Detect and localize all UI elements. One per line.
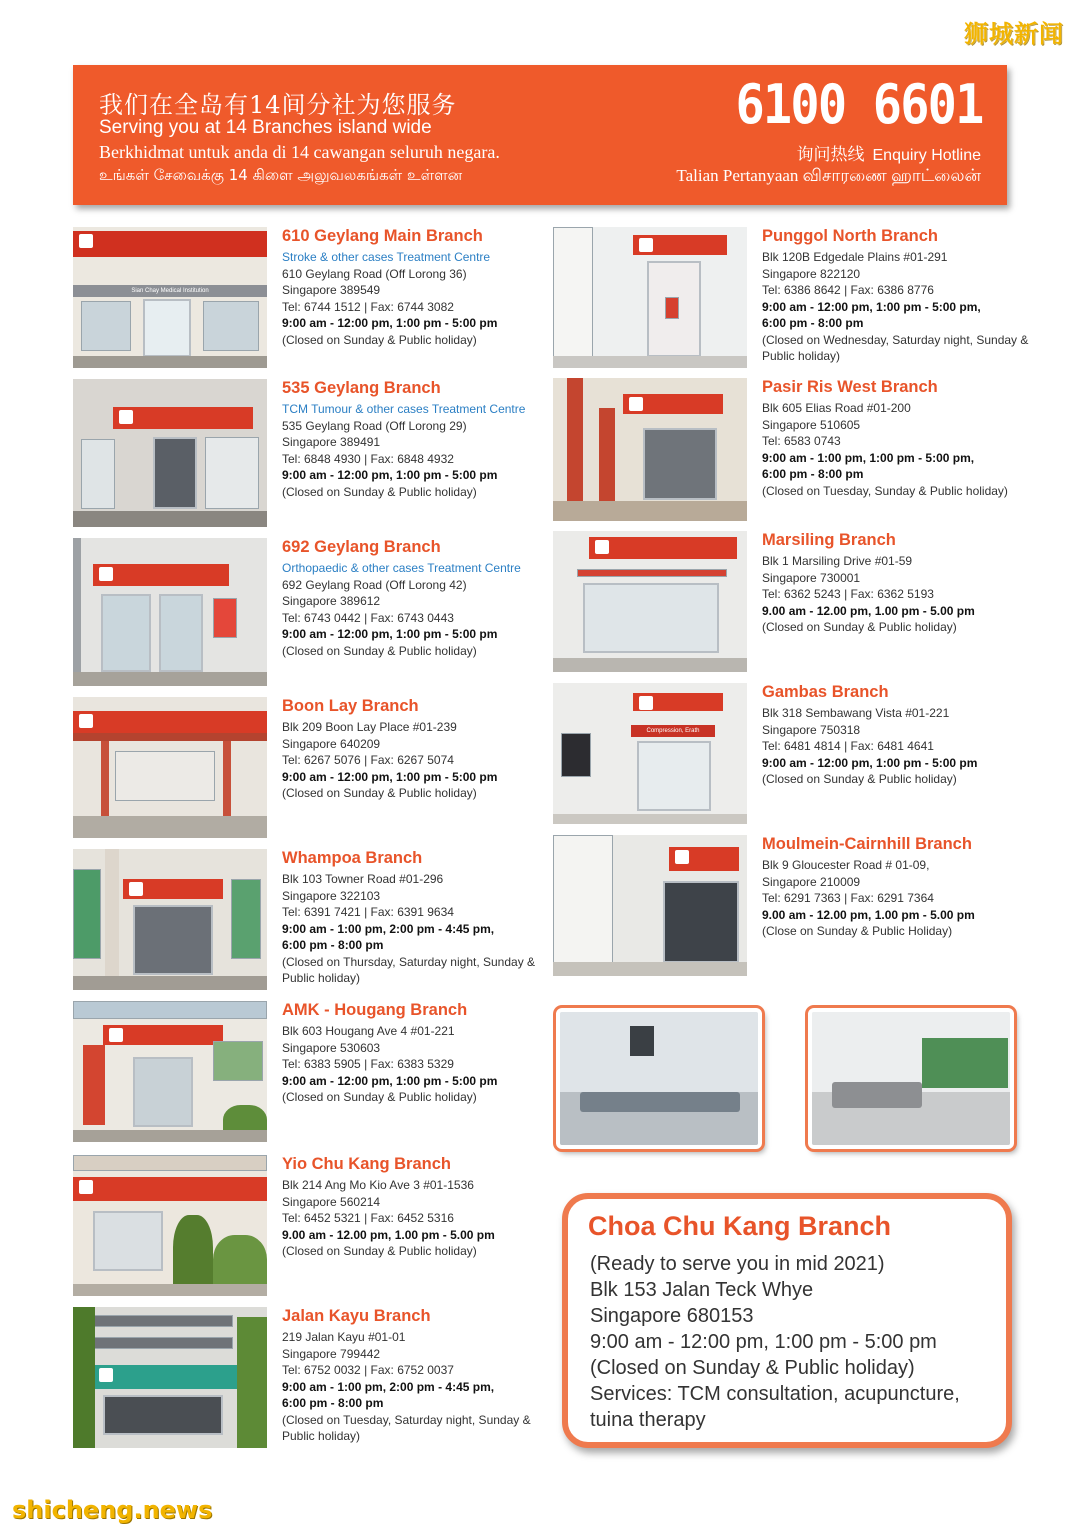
hotline-label-ms-ta: Talian Pertanyaan விசாரணை ஹாட்லைன் [676, 166, 981, 185]
branch-address: 219 Jalan Kayu #01-01 [282, 1330, 406, 1344]
choa-chu-kang-branch-card [562, 1193, 1012, 1448]
branch-hours-evening: 6:00 pm - 8:00 pm [762, 316, 864, 330]
watermark-bottom: shicheng.news [12, 1496, 213, 1524]
branch-contact: Tel: 6744 1512 | Fax: 6744 3082 [282, 299, 454, 314]
branch-contact: Tel: 6383 5905 | Fax: 6383 5329 [282, 1057, 454, 1071]
branch-photo [73, 1001, 267, 1142]
branch-info [762, 227, 1032, 365]
branch-closed: (Closed on Wednesday, Saturday night, Sunday & Public holiday) [762, 332, 1029, 363]
banner-malay-text: Berkhidmat untuk anda di 14 cawangan seluruh negara. [99, 142, 500, 162]
branch-name: Yio Chu Kang Branch [282, 1155, 451, 1173]
branch-name: Gambas Branch [762, 683, 889, 701]
branch-info [762, 683, 1032, 788]
branch-postal: Singapore 389612 [282, 594, 381, 608]
branch-contact: Tel: 6481 4814 | Fax: 6481 4641 [762, 739, 934, 753]
branch-contact: Tel: 6291 7363 | Fax: 6291 7364 [762, 891, 934, 905]
branch-closed: (Close on Sunday & Public Holiday) [762, 924, 953, 938]
hotline-label-zh: 询问热线 [796, 145, 865, 165]
photo-sign-text: Sian Chay Medical Institution [73, 285, 267, 297]
branch-address: Blk 103 Towner Road #01-296 [282, 872, 444, 886]
branch-hours: 9:00 am - 12:00 pm, 1:00 pm - 5:00 pm [282, 627, 498, 641]
branch-hours: 9:00 am - 12:00 pm, 1:00 pm - 5:00 pm [762, 755, 978, 770]
branch-photo [73, 697, 267, 838]
branch-info [282, 379, 552, 500]
branch-photo [553, 531, 747, 672]
branch-info [282, 849, 552, 987]
clinic-interior-photo [556, 1008, 762, 1149]
branch-closed: (Closed on Tuesday, Sunday & Public holiday) [762, 483, 1008, 498]
branch-closed: (Closed on Thursday, Saturday night, Sunday & Public holiday) [282, 954, 536, 985]
branch-postal: Singapore 750318 [762, 722, 861, 737]
branch-closed: (Closed on Sunday & Public holiday) [282, 1244, 477, 1258]
branch-hours: 9:00 am - 1:00 pm, 2:00 pm - 4:45 pm, [282, 1379, 495, 1394]
branch-contact: Tel: 6391 7421 | Fax: 6391 9634 [282, 905, 454, 919]
branch-info [282, 697, 552, 802]
branch-hours: 9:00 am - 1:00 pm, 1:00 pm - 5:00 pm, [762, 450, 975, 465]
hotline-number[interactable]: 6100 6601 [735, 73, 983, 136]
branch-photo [73, 227, 267, 368]
branch-address: Blk 1 Marsiling Drive #01-59 [762, 554, 913, 568]
branch-name: Pasir Ris West Branch [762, 378, 938, 396]
banner-chinese-text: 我们在全岛有14间分社为您服务 [99, 91, 457, 119]
branch-postal: Singapore 799442 [282, 1346, 381, 1361]
branch-name: Boon Lay Branch [282, 697, 419, 715]
branch-address: Blk 605 Elias Road #01-200 [762, 401, 911, 415]
cck-line: Singapore 680153 [590, 1305, 754, 1327]
cck-line: tuina therapy [590, 1409, 706, 1431]
branch-address: Blk 318 Sembawang Vista #01-221 [762, 706, 950, 720]
cck-title: Choa Chu Kang Branch [588, 1211, 892, 1241]
hotline-label [797, 140, 982, 165]
cck-line: Blk 153 Jalan Teck Whye [590, 1279, 814, 1301]
banner-english-text: Serving you at 14 Branches island wide [99, 117, 432, 138]
branch-closed: (Closed on Sunday & Public holiday) [762, 620, 957, 634]
branch-name: Moulmein-Cairnhill Branch [762, 835, 972, 853]
branch-contact: Tel: 6452 5321 | Fax: 6452 5316 [282, 1211, 454, 1225]
branch-info [282, 1155, 552, 1260]
branch-info [282, 538, 552, 659]
branch-closed: (Closed on Sunday & Public holiday) [282, 786, 477, 800]
branch-postal: Singapore 530603 [282, 1040, 381, 1055]
branch-name: Punggol North Branch [762, 227, 938, 245]
branch-closed: (Closed on Sunday & Public holiday) [762, 772, 957, 786]
branch-address: 535 Geylang Road (Off Lorong 29) [282, 418, 467, 433]
cck-line: Services: TCM consultation, acupuncture, [590, 1383, 960, 1405]
branch-info [762, 378, 1032, 499]
branch-info [762, 531, 1032, 636]
branch-name: 610 Geylang Main Branch [282, 227, 483, 245]
branch-name: AMK - Hougang Branch [282, 1001, 468, 1019]
branch-contact: Tel: 6848 4930 | Fax: 6848 4932 [282, 451, 454, 466]
branch-hours: 9:00 am - 12:00 pm, 1:00 pm - 5:00 pm [282, 1073, 498, 1088]
branch-postal: Singapore 210009 [762, 874, 861, 889]
branch-closed: (Closed on Sunday & Public holiday) [282, 643, 477, 658]
branch-photo [73, 379, 267, 527]
branch-postal: Singapore 640209 [282, 736, 381, 751]
photo-door-sign: Compression, Erath [631, 725, 715, 737]
branch-address: Blk 120B Edgedale Plains #01-291 [762, 250, 948, 264]
branch-closed: (Closed on Tuesday, Saturday night, Sunday & Public holiday) [282, 1412, 531, 1443]
branch-info [282, 227, 552, 348]
cck-line: (Ready to serve you in mid 2021) [590, 1253, 885, 1275]
branch-photo [73, 538, 267, 686]
branch-hours-evening: 6:00 pm - 8:00 pm [282, 1396, 384, 1410]
cck-details [590, 1251, 960, 1433]
branch-address: 610 Geylang Road (Off Lorong 36) [282, 266, 467, 281]
branch-address: Blk 214 Ang Mo Kio Ave 3 #01-1536 [282, 1178, 474, 1192]
branch-name: 692 Geylang Branch [282, 538, 441, 556]
branch-contact: Tel: 6362 5243 | Fax: 6362 5193 [762, 587, 934, 601]
cck-line: (Closed on Sunday & Public holiday) [590, 1357, 915, 1379]
branch-name: Marsiling Branch [762, 531, 896, 549]
branch-postal: Singapore 389549 [282, 283, 381, 297]
branch-hours: 9:00 am - 12:00 pm, 1:00 pm - 5:00 pm, [762, 299, 981, 314]
watermark-top: 狮城新闻 [964, 20, 1064, 48]
branch-postal: Singapore 560214 [282, 1194, 381, 1209]
branch-name: 535 Geylang Branch [282, 379, 441, 397]
branch-address: Blk 603 Hougang Ave 4 #01-221 [282, 1024, 455, 1038]
branch-info [282, 1001, 552, 1106]
branch-address: Blk 9 Gloucester Road # 01-09, [762, 858, 930, 872]
hotline-label-en: Enquiry Hotline [872, 147, 981, 164]
branch-hours: 9:00 am - 1:00 pm, 2:00 pm - 4:45 pm, [282, 921, 495, 936]
branch-photo [73, 849, 267, 990]
branch-photo [73, 1307, 267, 1448]
branch-photo [553, 378, 747, 521]
banner-tamil-text: உங்கள் சேவைக்கு 14 கிளை அலுவலகங்கள் உள்ளன [99, 166, 463, 184]
branch-hours: 9:00 am - 12:00 pm, 1:00 pm - 5:00 pm [282, 316, 498, 330]
branch-hours: 9:00 am - 12:00 pm, 1:00 pm - 5:00 pm [282, 769, 498, 784]
branch-name: Whampoa Branch [282, 849, 423, 867]
branch-service: Stroke & other cases Treatment Centre [282, 250, 491, 264]
branch-closed: (Closed on Sunday & Public holiday) [282, 1090, 477, 1104]
branch-closed: (Closed on Sunday & Public holiday) [282, 484, 477, 499]
branch-postal: Singapore 510605 [762, 417, 861, 432]
branch-contact: Tel: 6743 0442 | Fax: 6743 0443 [282, 610, 454, 625]
branch-info [282, 1307, 552, 1445]
branch-service: Orthopaedic & other cases Treatment Centre [282, 561, 521, 575]
clinic-interior-photo [808, 1008, 1014, 1149]
header-banner [73, 65, 1007, 205]
branch-postal: Singapore 389491 [282, 435, 381, 449]
branch-hours: 9.00 am - 12.00 pm, 1.00 pm - 5.00 pm [762, 603, 975, 618]
branch-postal: Singapore 730001 [762, 570, 861, 585]
cck-line: 9:00 am - 12:00 pm, 1:00 pm - 5:00 pm [590, 1331, 937, 1353]
branch-address: 692 Geylang Road (Off Lorong 42) [282, 577, 467, 592]
branch-hours-evening: 6:00 pm - 8:00 pm [762, 467, 864, 481]
branch-postal: Singapore 322103 [282, 888, 381, 903]
branch-name: Jalan Kayu Branch [282, 1307, 431, 1325]
branch-contact: Tel: 6583 0743 [762, 434, 841, 448]
branch-service: TCM Tumour & other cases Treatment Centre [282, 402, 526, 416]
branch-postal: Singapore 822120 [762, 266, 861, 281]
branch-address: Blk 209 Boon Lay Place #01-239 [282, 720, 457, 734]
branch-photo [73, 1155, 267, 1296]
branch-hours: 9:00 am - 12:00 pm, 1:00 pm - 5:00 pm [282, 468, 498, 482]
branch-photo [553, 227, 747, 368]
branch-contact: Tel: 6752 0032 | Fax: 6752 0037 [282, 1363, 454, 1377]
branch-hours-evening: 6:00 pm - 8:00 pm [282, 938, 384, 952]
branch-photo [553, 683, 747, 824]
branch-hours: 9.00 am - 12.00 pm, 1.00 pm - 5.00 pm [282, 1227, 495, 1242]
branch-hours: 9.00 am - 12.00 pm, 1.00 pm - 5.00 pm [762, 907, 975, 922]
branch-contact: Tel: 6386 8642 | Fax: 6386 8776 [762, 283, 934, 297]
branch-info [762, 835, 1032, 940]
branch-contact: Tel: 6267 5076 | Fax: 6267 5074 [282, 753, 454, 767]
branch-closed: (Closed on Sunday & Public holiday) [282, 332, 477, 347]
branch-photo [553, 835, 747, 976]
